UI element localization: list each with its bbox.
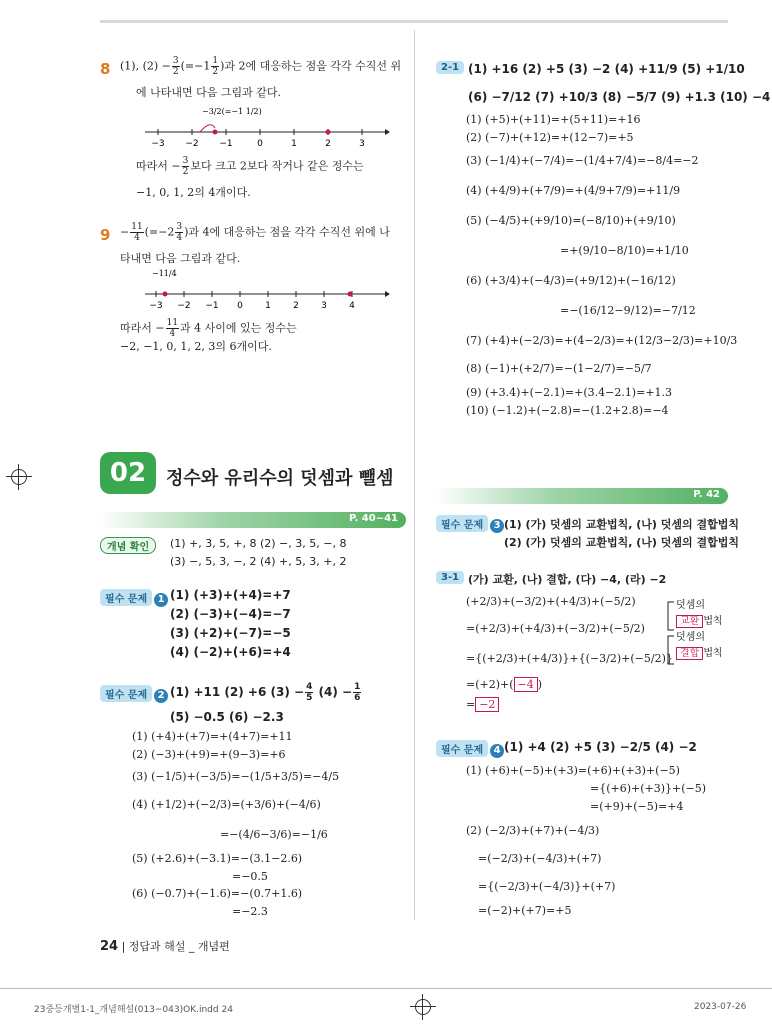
r31-sol-4: =(+2)+( −4 ) xyxy=(466,678,543,691)
section-title: 정수와 유리수의 덧셈과 뺄셈 xyxy=(166,468,394,489)
registration-mark-bottom-icon xyxy=(415,999,431,1015)
m2-sol-6b: =−2.3 xyxy=(232,905,268,918)
problem-8-line-1: (1), (2) − $\frac{3}{2}$ (=−1 $\frac{1}{2}$ )과 2에 대응하는 점을 각각 수직선 위 xyxy=(120,56,402,77)
m2-answers-1: (1) +11 (2) +6 (3) − $\frac{4}{5}$ (4) − $\frac{1}{6}$ xyxy=(170,682,361,703)
r21-sol-9: (9) (+3.4)+(−2.1)=+(3.4−2.1)=+1.3 xyxy=(466,386,673,399)
problem-8-line-2: 에 나타내면 다음 그림과 같다. xyxy=(136,86,281,99)
problem-8-line-3: 따라서 − $\frac{3}{2}$ 보다 크고 2보다 작거나 같은 정수는 xyxy=(136,156,364,177)
tick-label: −3 xyxy=(149,301,163,311)
r31-bracket xyxy=(664,600,676,668)
m4-sol-5: =(−2/3)+(−4/3)+(+7) xyxy=(478,852,602,865)
tick-label: −2 xyxy=(185,139,199,148)
m2-sol-3: (3) (−1/5)+(−3/5)=−(1/5+3/5)=−4/5 xyxy=(132,770,340,783)
r31-badge: 3-1 xyxy=(436,571,464,584)
r31-sol-5: = −2 xyxy=(466,698,499,711)
tick-label: −3 xyxy=(151,139,165,148)
tick-label: 3 xyxy=(359,139,365,148)
m2-sol-5a: (5) (+2.6)+(−3.1)=−(3.1−2.6) xyxy=(132,852,303,865)
column-divider xyxy=(414,30,415,920)
problem-9-line-4: −2, −1, 0, 1, 2, 3의 6개이다. xyxy=(120,340,272,353)
nl9-label: −11/4 xyxy=(152,269,177,278)
m4-sol-3: =(+9)+(−5)=+4 xyxy=(590,800,684,813)
r21-sol-1: (1) (+5)+(+11)=+(5+11)=+16 xyxy=(466,113,641,126)
r21-sol-4: (4) (+4/9)+(+7/9)=+(4/9+7/9)=+11/9 xyxy=(466,184,681,197)
point-4 xyxy=(348,292,353,297)
m4-sol-1: (1) (+6)+(−5)+(+3)=(+6)+(+3)+(−5) xyxy=(466,764,680,777)
m2-answers-2: (5) −0.5 (6) −2.3 xyxy=(170,710,284,724)
m2-sol-2: (2) (−3)+(+9)=+(9−3)=+6 xyxy=(132,748,286,761)
m4-sol-7: =(−2)+(+7)=+5 xyxy=(478,904,572,917)
m3-line-1: (1) (가) 덧셈의 교환법칙, (나) 덧셈의 결합법칙 xyxy=(504,518,739,531)
r31-sol-1: (+2/3)+(−3/2)+(+4/3)+(−5/2) xyxy=(466,595,636,608)
page-42-bar: P. 42 xyxy=(436,488,728,504)
tick-label: −1 xyxy=(219,139,233,148)
top-rule xyxy=(100,20,728,23)
file-name: 23중등개별1-1_개념해설(013~043)OK.indd 24 xyxy=(34,1005,233,1015)
r31-sol-2: =(+2/3)+(+4/3)+(−3/2)+(−5/2) xyxy=(466,622,645,635)
concept-badge: 개념 확인 xyxy=(100,537,156,554)
m2-sol-1: (1) (+4)+(+7)=+(4+7)=+11 xyxy=(132,730,293,743)
r21-sol-7: (7) (+4)+(−2/3)=+(4−2/3)=+(12/3−2/3)=+10/3 xyxy=(466,334,738,347)
print-date: 2023-07-26 xyxy=(694,1002,747,1012)
number-line-8 xyxy=(140,102,390,148)
problem-9-line-2: 타내면 다음 그림과 같다. xyxy=(120,252,241,265)
m2-sol-4b: =−(4/6−3/6)=−1/6 xyxy=(220,828,328,841)
page-footer: 24 | 정답과 해설 _ 개념편 xyxy=(100,939,230,954)
concept-line-2: (3) −, 5, 3, −, 2 (4) +, 5, 3, +, 2 xyxy=(170,555,347,568)
tick-label: −2 xyxy=(177,301,191,311)
page-range-bar: P. 40~41 xyxy=(100,512,406,528)
m4-sol-2: ={(+6)+(+3)}+(−5) xyxy=(590,782,707,795)
m4-badge: 필수 문제 4 xyxy=(436,740,504,758)
r21-answers-1: (1) +16 (2) +5 (3) −2 (4) +11/9 (5) +1/10 xyxy=(468,62,745,76)
m4-sol-6: ={(−2/3)+(−4/3)}+(+7) xyxy=(478,880,616,893)
tick-label: 2 xyxy=(325,139,331,148)
point-2 xyxy=(326,130,331,135)
m1-badge: 필수 문제 1 xyxy=(100,589,168,607)
footer-rule xyxy=(0,988,772,989)
point-minus-11-4 xyxy=(163,292,168,297)
r21-sol-10: (10) (−1.2)+(−2.8)=−(1.2+2.8)=−4 xyxy=(466,404,669,417)
r21-sol-2: (2) (−7)+(+12)=+(12−7)=+5 xyxy=(466,131,634,144)
problem-9-line-3: 따라서 − $\frac{11}{4}$ 과 4 사이에 있는 정수는 xyxy=(120,318,297,339)
m3-badge: 필수 문제 3 xyxy=(436,515,504,533)
m1-line-1: (1) (+3)+(+4)=+7 xyxy=(170,588,291,602)
m1-line-2: (2) (−3)+(−4)=−7 xyxy=(170,607,291,621)
registration-mark-icon xyxy=(11,469,27,485)
tick-label: 3 xyxy=(321,301,327,311)
m2-badge: 필수 문제 2 xyxy=(100,685,168,703)
tick-label: −1 xyxy=(205,301,219,311)
problem-9-number: 9 xyxy=(100,226,111,244)
section-number: 02 xyxy=(100,452,156,494)
r21-sol-5a: (5) (−4/5)+(+9/10)=(−8/10)+(+9/10) xyxy=(466,214,676,227)
m1-line-4: (4) (−2)+(+6)=+4 xyxy=(170,645,291,659)
r31-side-notes: 덧셈의 교환 법칙 덧셈의 결합 법칙 xyxy=(676,600,723,659)
concept-line-1: (1) +, 3, 5, +, 8 (2) −, 3, 5, −, 8 xyxy=(170,537,347,550)
nl8-label: −3/2(=−1 1/2) xyxy=(202,107,262,116)
tick-label: 0 xyxy=(237,301,243,311)
r21-badge: 2-1 xyxy=(436,61,464,74)
m4-sol-4: (2) (−2/3)+(+7)+(−4/3) xyxy=(466,824,600,837)
tick-label: 1 xyxy=(291,139,297,148)
r21-sol-6b: =−(16/12−9/12)=−7/12 xyxy=(560,304,696,317)
m2-sol-5b: =−0.5 xyxy=(232,870,268,883)
tick-label: 1 xyxy=(265,301,271,311)
tick-label: 0 xyxy=(257,139,263,148)
m2-sol-4a: (4) (+1/2)+(−2/3)=(+3/6)+(−4/6) xyxy=(132,798,321,811)
point-minus-3-2 xyxy=(213,130,218,135)
r21-answers-2: (6) −7/12 (7) +10/3 (8) −5/7 (9) +1.3 (10) −4 xyxy=(468,90,771,104)
problem-8-number: 8 xyxy=(100,60,111,78)
tick-label: 2 xyxy=(293,301,299,311)
problem-8-line-4: −1, 0, 1, 2의 4개이다. xyxy=(136,186,251,199)
r31-answer: (가) 교환, (나) 결합, (다) −4, (라) −2 xyxy=(468,573,667,586)
r31-sol-3: ={(+2/3)+(+4/3)}+{(−3/2)+(−5/2)} xyxy=(466,652,673,665)
number-line-9 xyxy=(140,266,390,312)
m4-answers: (1) +4 (2) +5 (3) −2/5 (4) −2 xyxy=(504,740,697,754)
r21-sol-3: (3) (−1/4)+(−7/4)=−(1/4+7/4)=−8/4=−2 xyxy=(466,154,699,167)
r21-sol-5b: =+(9/10−8/10)=+1/10 xyxy=(560,244,689,257)
r21-sol-6a: (6) (+3/4)+(−4/3)=(+9/12)+(−16/12) xyxy=(466,274,676,287)
problem-9-line-1: − $\frac{11}{4}$ (=−2 $\frac{3}{4}$ )과 4에 대응하는 점을 각각 수직선 위에 나 xyxy=(120,222,390,243)
r21-sol-8: (8) (−1)+(+2/7)=−(1−2/7)=−5/7 xyxy=(466,362,652,375)
m3-line-2: (2) (가) 덧셈의 교환법칙, (나) 덧셈의 결합법칙 xyxy=(504,536,739,549)
tick-label: 4 xyxy=(349,301,355,311)
m1-line-3: (3) (+2)+(−7)=−5 xyxy=(170,626,291,640)
m2-sol-6a: (6) (−0.7)+(−1.6)=−(0.7+1.6) xyxy=(132,887,303,900)
